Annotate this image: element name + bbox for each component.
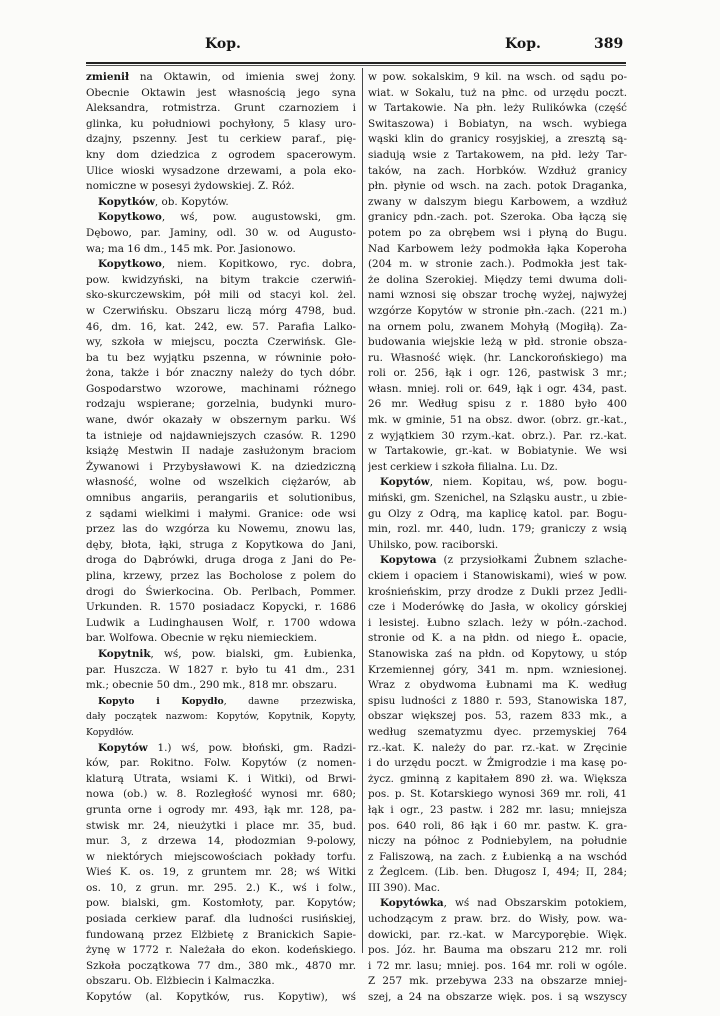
text-line: wiat. w Sokalu, tuż na płnc. od urzędu poczt. bbox=[368, 86, 627, 99]
text-line: taków, na zach. Horbków. Wzdłuż granicy bbox=[368, 164, 627, 177]
text-line: bar. Wolfowa. Obecnie w ręku niemieckiem. bbox=[86, 632, 318, 645]
text-line: pos. 640 roli, 86 łąk i 60 mr. pastw. K. gra- bbox=[368, 819, 627, 832]
text-line: książę Mestwin II nadaje zasłużonym braciom bbox=[86, 445, 356, 458]
text-line: i do urzędu poczt. w Żmigrodzie i ma kasę po- bbox=[368, 757, 627, 770]
text-line: (204 m. w stronie zach.). Podmokła jest tak- bbox=[368, 258, 627, 271]
text-line: obszaru. Ob. Elżbiecin i Kalmaczka. bbox=[86, 975, 275, 988]
text-line: ru. Własność więk. (hr. Lanckorońskiego) ma bbox=[368, 351, 627, 364]
text-line: szej, a 24 na obszarze więk. pos. i są wszyscy bbox=[368, 991, 627, 1004]
text-line: granicy pdn.-zach. pot. Szeroka. Oba łączą się bbox=[368, 211, 627, 224]
text-line: Obecnie Oktawin jest własnością jego syna bbox=[86, 86, 356, 99]
text-line: życz. gminną z kapitałem 890 zł. wa. Większa bbox=[368, 772, 627, 785]
text-line: zwany w dalszym biegu Karbowem, a wzdłuż bbox=[368, 195, 627, 208]
text-line: pos. Józ. hr. Bauma ma obszaru 212 mr. roli bbox=[368, 944, 627, 957]
text-line: Z 257 mk. przebywa 233 na obszarze mniej- bbox=[368, 975, 627, 988]
text-line: pow. bialski, gm. Kostomłoty, par. Kopytów; bbox=[86, 897, 356, 910]
text-line: posiada cerkiew paraf. dla ludności rusińskiej, bbox=[86, 913, 356, 926]
text-line: żynę w 1772 r. Należała do ekon. kodeńskiego. bbox=[86, 944, 356, 957]
text-line: Nad Karbowem leży podmokła łąka Koperoha bbox=[368, 242, 627, 255]
text-line: własność, wolne od wszelkich ciężarów, ab bbox=[86, 476, 356, 489]
text-line: łąk i ogr., 23 pastw. i 282 mr. lasu; mniejsza bbox=[368, 803, 627, 816]
text-line: dzajny, pszenny. Jest tu cerkiew paraf., pię- bbox=[86, 133, 356, 146]
text-line: droga do Dąbrówki, druga droga z Jani do Pe- bbox=[86, 554, 356, 567]
entry-headword: Kopytkowo bbox=[98, 258, 162, 271]
text-line: Kopytów, niem. Kopitau, wś, pow. bogu- bbox=[380, 476, 627, 489]
text-line: pos. p. St. Kotarskiego wynosi 369 mr. roli, 41 bbox=[368, 788, 627, 801]
right-running-head: Kop. bbox=[505, 36, 541, 52]
text-line: Gospodarstwo wzorowe, machinami różnego bbox=[86, 382, 356, 395]
running-header bbox=[0, 36, 720, 58]
text-line: III 390). Mac. bbox=[368, 881, 441, 894]
text-line: i 72 mr. lasu; mniej. pos. 164 mr. roli w ogóle. bbox=[368, 959, 627, 972]
text-line: stwisk mr. 24, nieużytki i place mr. 35, bud. bbox=[86, 819, 356, 832]
text-line: cze i Moderówkę do Jasła, w okolicy górskiej bbox=[368, 601, 627, 614]
text-line: w Czerwińsku. Obszaru liczą mórg 4798, bud. bbox=[86, 304, 356, 317]
page-number: 389 bbox=[594, 36, 624, 52]
text-line: Wraz z obydwoma Łubnami ma K. według bbox=[368, 679, 627, 692]
text-line: krośnieńskim, przy drodze z Dukli przez Jedli- bbox=[368, 585, 627, 598]
text-line: Aleksandra, rotmistrza. Grunt czarnoziem i bbox=[86, 102, 356, 115]
text-line: dęby, błota, łąki, struga z Kopytkowa do Jani, bbox=[86, 538, 356, 551]
text-line: że dolina Szerokiej. Między temi dwuma doli- bbox=[368, 273, 627, 286]
text-line: w Tartakowie. Na płn. leży Rulikówka (część bbox=[368, 102, 627, 115]
text-line: Ludwik a Ludinghausen Wolf, r. 1700 wdowa bbox=[86, 616, 356, 629]
column-divider bbox=[362, 68, 363, 953]
entry-headword: Kopytowa bbox=[380, 554, 437, 567]
text-line: gu Olzy z Odrą, ma kaplicę katol. par. Bogu- bbox=[368, 507, 627, 520]
text-line: Kopytów 1.) wś, pow. błoński, gm. Radzi- bbox=[98, 741, 356, 754]
text-line: klaturą Utrata, wsiami K. i Witki), od Brwi- bbox=[86, 772, 356, 785]
text-line: z sądami wielkimi i małymi. Granice: ode wsi bbox=[86, 507, 356, 520]
text-line: Urkunden. R. 1570 posiadacz Kopycki, r. 1686 bbox=[86, 601, 356, 614]
text-line: pow. kwidzyński, na bitym trakcie czerwiń- bbox=[86, 273, 356, 286]
text-line: ckiem i opaciem i Stanowiskami), wieś w pow. bbox=[368, 570, 627, 582]
text-line: rodzaju wspierane; gorzelnia, budynki muro- bbox=[86, 398, 356, 411]
text-line: nami wznosi się obszar trochę wyżej, najwyżej bbox=[368, 289, 627, 302]
text-line: Kopytówka, wś nad Obszarskim potokiem, bbox=[380, 897, 627, 910]
text-line: miński, gm. Szenichel, na Szląsku austr., u zbie- bbox=[368, 492, 627, 505]
text-line: Kopytkowo, wś, pow. augustowski, gm. bbox=[98, 211, 356, 224]
text-line: 26 mr. Według spisu z r. 1880 było 400 bbox=[368, 398, 627, 411]
text-line: przez las do wzgórza ku Nowemu, znowu las, bbox=[86, 523, 356, 536]
entry-headword: Kopyto i Kopydło bbox=[98, 695, 224, 707]
text-line: własn. mniej. roli or. 649, łąk i ogr. 434, past. bbox=[368, 382, 627, 395]
entry-headword: Kopytówka bbox=[380, 897, 444, 910]
entry-headword: Kopytów bbox=[380, 476, 430, 489]
text-line: budowania wiejskie leżą w płd. stronie obsza- bbox=[368, 336, 627, 349]
text-line: dały początek nazwom: Kopytów, Kopytnik, Kopyty, bbox=[86, 711, 356, 723]
text-line: obszar większej pos. 53, razem 833 mk., a bbox=[368, 710, 627, 723]
text-line: Ulice wioski wysadzone drzewami, a pola eko- bbox=[86, 164, 356, 177]
entry-headword: Kopytów bbox=[98, 741, 148, 754]
left-column bbox=[86, 70, 356, 1006]
text-line: według szematyzmu dyec. przemyskiej 764 bbox=[368, 725, 627, 738]
text-line: os. 10, z grun. mr. 295. 2.) K., wś i folw., bbox=[86, 881, 356, 894]
text-line: wzgórze Kopytów w stronie płn.-zach. (221 m.) bbox=[368, 304, 627, 317]
text-line: glinka, ku południowi pochyłony, 5 klasy uro- bbox=[86, 117, 356, 130]
text-line: płn. płynie od wsch. na zach. potok Draganka, bbox=[368, 180, 627, 193]
text-line: drogi do Świerkocina. Ob. Perlbach, Pommer. bbox=[86, 585, 356, 598]
text-line: min, rozl. mr. 440, ludn. 179; graniczy z wsią bbox=[368, 523, 627, 536]
text-line: kny dom dziedzica z ogrodem spacerowym. bbox=[86, 148, 356, 161]
text-line: Dębowo, par. Jaminy, odl. 30 w. od Augusto- bbox=[86, 226, 356, 239]
text-line: fundowaną przez Elżbietę z Branickich Sapie- bbox=[86, 928, 356, 941]
text-line: 46, dm. 16, kat. 242, ew. 57. Parafia Lalko- bbox=[86, 320, 356, 333]
text-line: roli or. 256, łąk i ogr. 126, pastwisk 3 mr.; bbox=[368, 367, 627, 380]
text-line: zmienił na Oktawin, od imienia swej żony. bbox=[86, 71, 356, 83]
text-line: w pow. sokalskim, 9 kil. na wsch. od sądu po- bbox=[368, 71, 627, 83]
text-line: Switaszowa) i Bobiatyn, na wsch. wybiega bbox=[368, 117, 627, 130]
text-line: rz.-kat. K. należy do par. rz.-kat. w Zręcinie bbox=[368, 741, 627, 754]
text-line: wy, szkoła w miejscu, poczta Czerwińsk. Gle- bbox=[86, 336, 356, 349]
text-line: Kopytów (al. Kopytków, rus. Kopytiw), wś bbox=[86, 991, 356, 1004]
text-line: Wieś K. os. 19, z gruntem mr. 28; wś Witki bbox=[86, 866, 356, 879]
text-line: Uhilsko, pow. raciborski. bbox=[368, 538, 499, 551]
text-line: uchodzącym z praw. brz. do Wisły, pow. wa- bbox=[368, 913, 627, 926]
text-line: spisu ludności z 1880 r. 593, Stanowiska 187, bbox=[368, 694, 627, 707]
text-line: Szkoła początkowa 77 dm., 380 mk., 4870 mr. bbox=[86, 959, 356, 972]
text-line: ba tu bez wyjątku pszenna, w równinie poło- bbox=[86, 351, 356, 364]
text-line: Stanowiska zaś na płdn. od Kopytowy, u stóp bbox=[368, 647, 627, 660]
text-line: Kopytowa (z przysiołkami Żubnem szlache- bbox=[380, 554, 627, 567]
text-line: na ornem polu, zwanem Mohyłą (Mogiłą). Za- bbox=[368, 320, 627, 333]
text-line: stronie od K. a na płdn. od niego Ł. opacie, bbox=[368, 632, 627, 645]
text-line: Kopytnik, wś, pow. bialski, gm. Łubienka, bbox=[98, 647, 356, 660]
text-line: potem po za obrębem wsi i płyną do Bugu. bbox=[368, 226, 627, 239]
left-running-head: Kop. bbox=[205, 36, 241, 52]
text-line: grunta orne i ogrody mr. 493, łąk mr. 128, pa- bbox=[86, 803, 356, 816]
entry-headword: Kopytków bbox=[98, 195, 155, 208]
text-line: jest cerkiew i szkoła filialna. Lu. Dz. bbox=[368, 460, 558, 473]
text-line: mk. w gminie, 51 na obsz. dwor. (obrz. gr.-kat., bbox=[368, 414, 627, 427]
text-line: Kopyto i Kopydło, dawne przezwiska, bbox=[98, 695, 356, 707]
text-line: Kopydłów. bbox=[86, 726, 134, 738]
text-line: ta istnieje od najdawniejszych czasów. R. 1290 bbox=[86, 429, 356, 442]
text-line: Kopytkowo, niem. Kopitkowo, ryc. dobra, bbox=[98, 258, 356, 271]
header-rule bbox=[86, 62, 626, 64]
text-line: wa; ma 16 dm., 145 mk. Por. Jasionowo. bbox=[86, 242, 296, 255]
text-line: Żywanowi i Przybysławowi K. na dziedziczną bbox=[86, 460, 356, 473]
text-line: niczy na północ z Podniebylem, na południe bbox=[368, 835, 627, 848]
text-line: par. Huszcza. W 1827 r. było tu 41 dm., 231 bbox=[86, 663, 356, 676]
text-line: plina, krzewy, przez las Bocholose z polem do bbox=[86, 570, 356, 582]
text-line: mk.; obecnie 50 dm., 290 mk., 818 mr. obszaru. bbox=[86, 679, 338, 692]
text-line: wane, dwór okazały w obszernym parku. Wś bbox=[86, 414, 356, 427]
header-rule-thin bbox=[86, 65, 626, 66]
text-line: dowicki, par. rz.-kat. w Marcyporębie. Więk. bbox=[368, 928, 627, 941]
entry-headword: Kopytnik bbox=[98, 647, 151, 660]
text-line: wąski klin do granicy rosyjskiej, a zresztą są- bbox=[368, 133, 627, 146]
text-line: żona, także i bór znaczny należy do tych dóbr. bbox=[86, 367, 356, 380]
text-line: z Faliszową, na zach. z Łubienką a na wschód bbox=[368, 850, 627, 863]
text-line: mur. 3, z drzewa 14, płodozmian 9-polowy, bbox=[86, 835, 356, 848]
text-line: nomiczne w posesyi żydowskiej. Z. Róż. bbox=[86, 180, 295, 193]
text-line: ków, par. Rokitno. Folw. Kopytów (z nomen- bbox=[86, 757, 356, 770]
text-line: sko-skurczewskim, pół mili od stacyi kol. żel. bbox=[86, 289, 356, 302]
text-line: Kopytków, ob. Kopytów. bbox=[98, 195, 229, 208]
text-line: siadują wsie z Tartakowem, na płd. leży Tar- bbox=[368, 148, 627, 161]
entry-headword: Kopytkowo bbox=[98, 211, 162, 224]
text-line: w Tartakowie, gr.-kat. w Bobiatynie. We wsi bbox=[368, 445, 627, 458]
entry-headword: zmienił bbox=[86, 71, 129, 83]
text-line: omnibus angariis, perangariis et solutionibus, bbox=[86, 492, 356, 505]
text-line: i lesistej. Łubno szlach. leży w półn.-zachod. bbox=[368, 616, 627, 629]
text-line: Krzemiennej góry, 341 m. npm. wzniesionej. bbox=[368, 663, 627, 676]
text-line: z wyjątkiem 30 rzym.-kat. obrz.). Par. rz.-kat. bbox=[368, 429, 627, 442]
text-line: nowa (ob.) w. 8. Rozległość wynosi mr. 680; bbox=[86, 788, 356, 801]
text-line: z Żeglcem. (Lib. ben. Długosz I, 494; II, 284; bbox=[368, 866, 627, 879]
text-line: w niektórych miejscowościach pokłady torfu. bbox=[86, 850, 356, 863]
right-column bbox=[368, 70, 627, 1006]
